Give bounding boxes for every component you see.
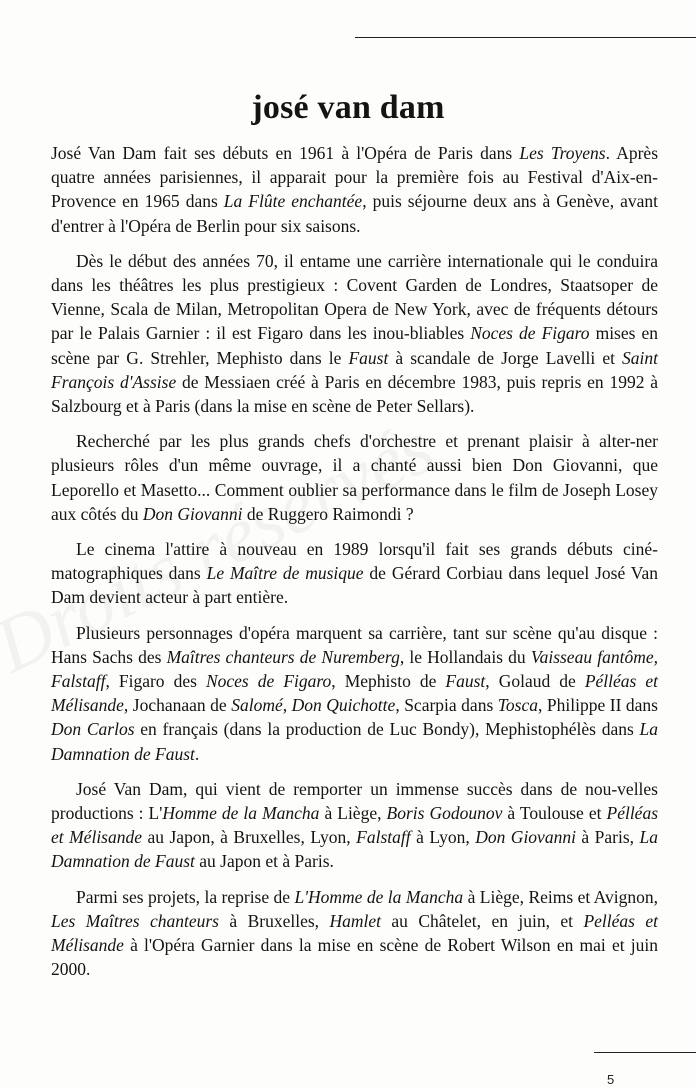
- text-run: à Lyon,: [410, 827, 476, 848]
- text-run: au Japon et à Paris.: [194, 851, 334, 872]
- italic-title: Faust: [348, 347, 389, 368]
- article-body: [51, 141, 658, 993]
- text-run: , Figaro des: [105, 671, 206, 692]
- italic-title: Vaisseau fantôme, Falstaff: [51, 646, 658, 692]
- text-run: ,: [282, 695, 292, 716]
- text-run: , puis séjourne deux ans à Genève, avant d'entrer à l'Opéra de Berlin pour six saisons.: [51, 191, 658, 236]
- text-run: , Scarpia dans: [395, 695, 498, 716]
- italic-title: Don Giovanni: [142, 503, 243, 524]
- italic-title: Pélléas et Mélisande: [51, 671, 659, 716]
- text-run: , le Hollandais du: [399, 646, 531, 667]
- italic-title: Les Troyens: [519, 143, 606, 163]
- text-run: , Mephisto de: [331, 671, 446, 692]
- italic-title: Noces de Figaro: [205, 671, 332, 692]
- text-run: , Jochanaan de: [123, 695, 232, 716]
- text-run: à Paris,: [575, 827, 640, 848]
- italic-title: Falstaff: [356, 827, 411, 848]
- italic-title: Don Giovanni: [475, 827, 576, 848]
- italic-title: Maîtres chanteurs de Nuremberg: [166, 646, 400, 667]
- paragraph-3: [51, 429, 658, 526]
- italic-title: La Damnation de Faust: [51, 719, 658, 764]
- text-run: .: [194, 743, 200, 764]
- italic-title: Hamlet: [329, 910, 381, 931]
- text-run: au Japon, à Bruxelles, Lyon,: [142, 827, 357, 848]
- page-title: josé van dam: [251, 88, 445, 126]
- text-run: de Gérard Corbiau dans lequel José Van Dam devient acteur à part entière.: [51, 563, 659, 608]
- footer-rule: [594, 1052, 696, 1053]
- text-run: à Liège,: [319, 803, 387, 824]
- text-run: José Van Dam fait ses débuts en 1961 à l'Opéra de Paris dans: [51, 143, 520, 163]
- italic-title: Homme de la Mancha: [162, 803, 320, 824]
- italic-title: Pelléas et Mélisande: [51, 910, 659, 956]
- text-run: . Après quatre années parisiennes, il apparait pour la première fois au Festival d'Aix-en-Provence en 1965 dans: [51, 143, 659, 212]
- italic-title: Don Quichotte: [291, 695, 396, 716]
- paragraph-7: [51, 885, 658, 982]
- text-run: José Van Dam, qui vient de remporter un immense succès dans de nou-velles productions : L': [51, 778, 658, 824]
- italic-title: Pélléas et Mélisande: [51, 803, 659, 848]
- italic-title: L'Homme de la Mancha: [294, 886, 464, 907]
- italic-title: Le Maître de musique: [206, 563, 364, 584]
- paragraph-1: [51, 141, 658, 238]
- text-run: , Golaud de: [485, 671, 585, 692]
- text-run: de Messiaen créé à Paris en décembre 1983, puis repris en 1992 à Salzbourg et à Paris (dans la mise en scène de Peter Sellars).: [51, 371, 659, 417]
- text-run: au Châtelet, en juin, et: [380, 910, 584, 931]
- italic-title: Faust: [445, 671, 486, 692]
- text-run: de Ruggero Raimondi ?: [242, 503, 414, 524]
- top-rule: [355, 37, 696, 38]
- text-run: à l'Opéra Garnier dans la mise en scène de Robert Wilson en mai et juin 2000.: [51, 935, 658, 980]
- text-run: Dès le début des années 70, il entame une carrière internationale qui le conduira dans les théâtres les plus prestigieux : Covent Garden de Londres, Staatsoper de Vienne, Scala de Milan, Metropolitan Opera de New York, avec de fréquents détours par le Palais Garnier : il est Figaro dans les inou-bliables: [51, 250, 658, 344]
- page-number: 5: [607, 1072, 615, 1087]
- italic-title: Saint François d'Assise: [51, 347, 658, 392]
- text-run: à Bruxelles,: [218, 910, 330, 931]
- text-run: Plusieurs personnages d'opéra marquent sa carrière, tant sur scène qu'au disque : Hans Sachs des: [51, 622, 658, 667]
- text-run: mises en scène par G. Strehler, Mephisto dans le: [51, 323, 658, 368]
- paragraph-4: [51, 537, 658, 610]
- italic-title: Boris Godounov: [386, 803, 503, 824]
- text-run: Parmi ses projets, la reprise de: [76, 886, 295, 907]
- italic-title: La Damnation de Faust: [51, 827, 658, 872]
- italic-title: Tosca: [497, 695, 538, 716]
- italic-title: Noces de Figaro: [470, 323, 590, 344]
- text-run: , Philippe II dans: [538, 695, 658, 716]
- text-run: Recherché par les plus grands chefs d'orchestre et prenant plaisir à alter-ner plusieurs rôles d'un même ouvrage, il a chanté aussi bien Don Giovanni, que Leporello et Masetto... Comment oublier sa performance dans le film de Joseph Losey aux côtés du: [51, 431, 658, 524]
- italic-title: Salomé: [231, 695, 283, 716]
- italic-title: Les Maîtres chanteurs: [51, 910, 219, 931]
- paragraph-5: [51, 621, 658, 766]
- text-run: Le cinema l'attire à nouveau en 1989 lorsqu'il fait ses grands débuts ciné-matographiques dans: [51, 539, 658, 584]
- text-run: en français (dans la production de Luc Bondy), Mephistophélès dans: [134, 719, 640, 740]
- italic-title: Don Carlos: [51, 719, 135, 740]
- text-run: à Liège, Reims et Avignon,: [463, 886, 659, 907]
- text-run: à scandale de Jorge Lavelli et: [388, 347, 623, 368]
- paragraph-2: [51, 249, 658, 418]
- italic-title: La Flûte enchantée: [223, 191, 363, 212]
- text-run: à Toulouse et: [502, 803, 607, 824]
- paragraph-6: [51, 777, 658, 874]
